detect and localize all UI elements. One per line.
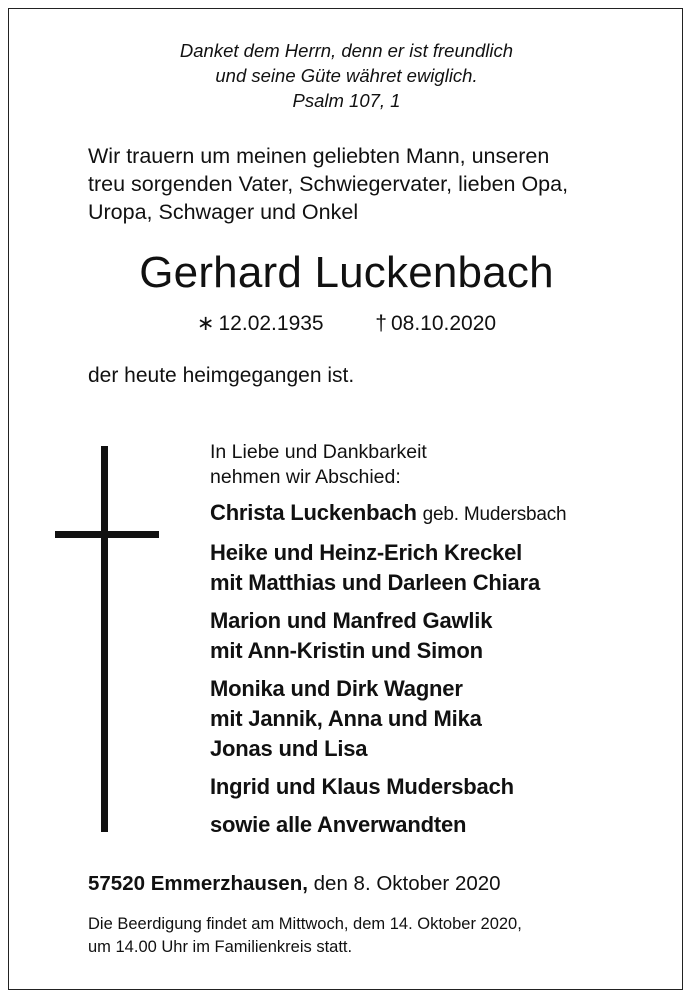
- death-date: 08.10.2020: [390, 312, 497, 335]
- birth-date: 12.02.1935: [218, 312, 324, 335]
- place-date-text: den 8. Oktober 2020: [313, 872, 501, 895]
- farewell-line-2: nehmen wir Abschied:: [210, 466, 401, 488]
- psalm-line-1: Danket dem Herrn, denn er ist freundlich: [179, 40, 514, 61]
- cross-icon: [101, 446, 108, 832]
- mourner-line: Heike und Heinz-Erich Kreckel: [210, 540, 523, 565]
- mourners-list: [210, 498, 670, 848]
- mourner-group: [210, 772, 670, 802]
- mourner-group: [210, 498, 670, 530]
- passed-text: der heute heimgegangen ist.: [88, 364, 355, 387]
- life-dates: [0, 310, 693, 338]
- birth-date-group: [197, 310, 324, 338]
- place-date: [88, 870, 501, 898]
- psalm-reference: Psalm 107, 1: [292, 90, 401, 111]
- psalm-line-2: und seine Güte währet ewiglich.: [215, 65, 478, 86]
- death-cross-icon: †: [375, 312, 387, 335]
- mourner-line: Monika und Dirk Wagner: [210, 676, 463, 701]
- mourner-line: Marion und Manfred Gawlik: [210, 608, 493, 633]
- maiden-name: geb. Mudersbach: [422, 504, 567, 525]
- intro-line-2: treu sorgenden Vater, Schwiegervater, lieben Opa,: [88, 172, 569, 196]
- intro-line-3: Uropa, Schwager und Onkel: [88, 200, 359, 224]
- funeral-line-2: um 14.00 Uhr im Familienkreis statt.: [88, 938, 353, 956]
- place-location: 57520 Emmerzhausen,: [88, 872, 308, 895]
- mourner-line: mit Ann-Kristin und Simon: [210, 638, 483, 663]
- mourner-group: [210, 674, 670, 764]
- psalm-quote: [0, 38, 693, 113]
- intro-text: [88, 142, 648, 226]
- mourner-line: mit Matthias und Darleen Chiara: [210, 570, 540, 595]
- mourner-group: [210, 606, 670, 666]
- mourner-line: Jonas und Lisa: [210, 736, 368, 761]
- funeral-info: [88, 913, 658, 959]
- cross-icon-bar: [55, 531, 159, 538]
- funeral-line-1: Die Beerdigung findet am Mittwoch, dem 14. Oktober 2020,: [88, 915, 522, 933]
- mourner-group: [210, 538, 670, 598]
- deceased-name: Gerhard Luckenbach: [139, 248, 554, 297]
- death-date-group: [375, 310, 496, 338]
- farewell-line-1: In Liebe und Dankbarkeit: [210, 441, 427, 463]
- birth-star-icon: ∗: [196, 312, 215, 335]
- intro-line-1: Wir trauern um meinen geliebten Mann, unseren: [88, 144, 550, 168]
- mourner-line: Ingrid und Klaus Mudersbach: [210, 774, 514, 799]
- farewell-text: [210, 440, 427, 490]
- mourner-line: sowie alle Anverwandten: [210, 812, 467, 837]
- mourner-group: [210, 810, 670, 840]
- mourner-name: Christa Luckenbach: [210, 500, 417, 525]
- mourner-line: mit Jannik, Anna und Mika: [210, 706, 482, 731]
